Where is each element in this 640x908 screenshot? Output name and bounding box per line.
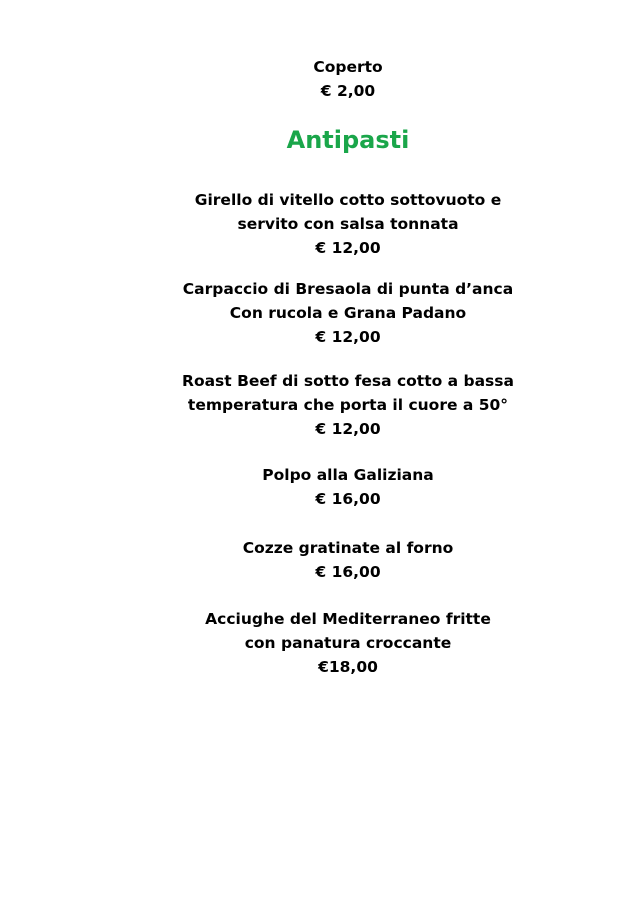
item-name-line: Polpo alla Galiziana [262,466,434,484]
menu-item [0,369,640,441]
item-price: € 12,00 [315,420,381,438]
item-name-line: Girello di vitello cotto sottovuoto e [194,191,502,209]
cover-charge [0,55,640,103]
item-price: € 12,00 [315,239,381,257]
item-name-line: Roast Beef di sotto fesa cotto a bassa [182,372,514,390]
item-name-line: Cozze gratinate al forno [242,539,454,557]
item-name-line: Con rucola e Grana Padano [229,304,467,322]
cover-charge-price: € 2,00 [320,82,376,100]
menu-item [0,463,640,511]
item-price: € 12,00 [315,328,381,346]
item-price: €18,00 [318,658,378,676]
cover-charge-label: Coperto [313,58,383,76]
item-name-line: Carpaccio di Bresaola di punta d’anca [182,280,514,298]
section-title: Antipasti [286,126,410,154]
item-name-line: servito con salsa tonnata [237,215,459,233]
item-name-line: temperatura che porta il cuore a 50° [187,396,509,414]
menu-item [0,188,640,260]
item-name-line: Acciughe del Mediterraneo fritte [205,610,491,628]
menu-item [0,277,640,349]
menu-item [0,536,640,584]
item-price: € 16,00 [315,490,381,508]
item-name-line: con panatura croccante [244,634,452,652]
item-price: € 16,00 [315,563,381,581]
menu-item [0,607,640,679]
